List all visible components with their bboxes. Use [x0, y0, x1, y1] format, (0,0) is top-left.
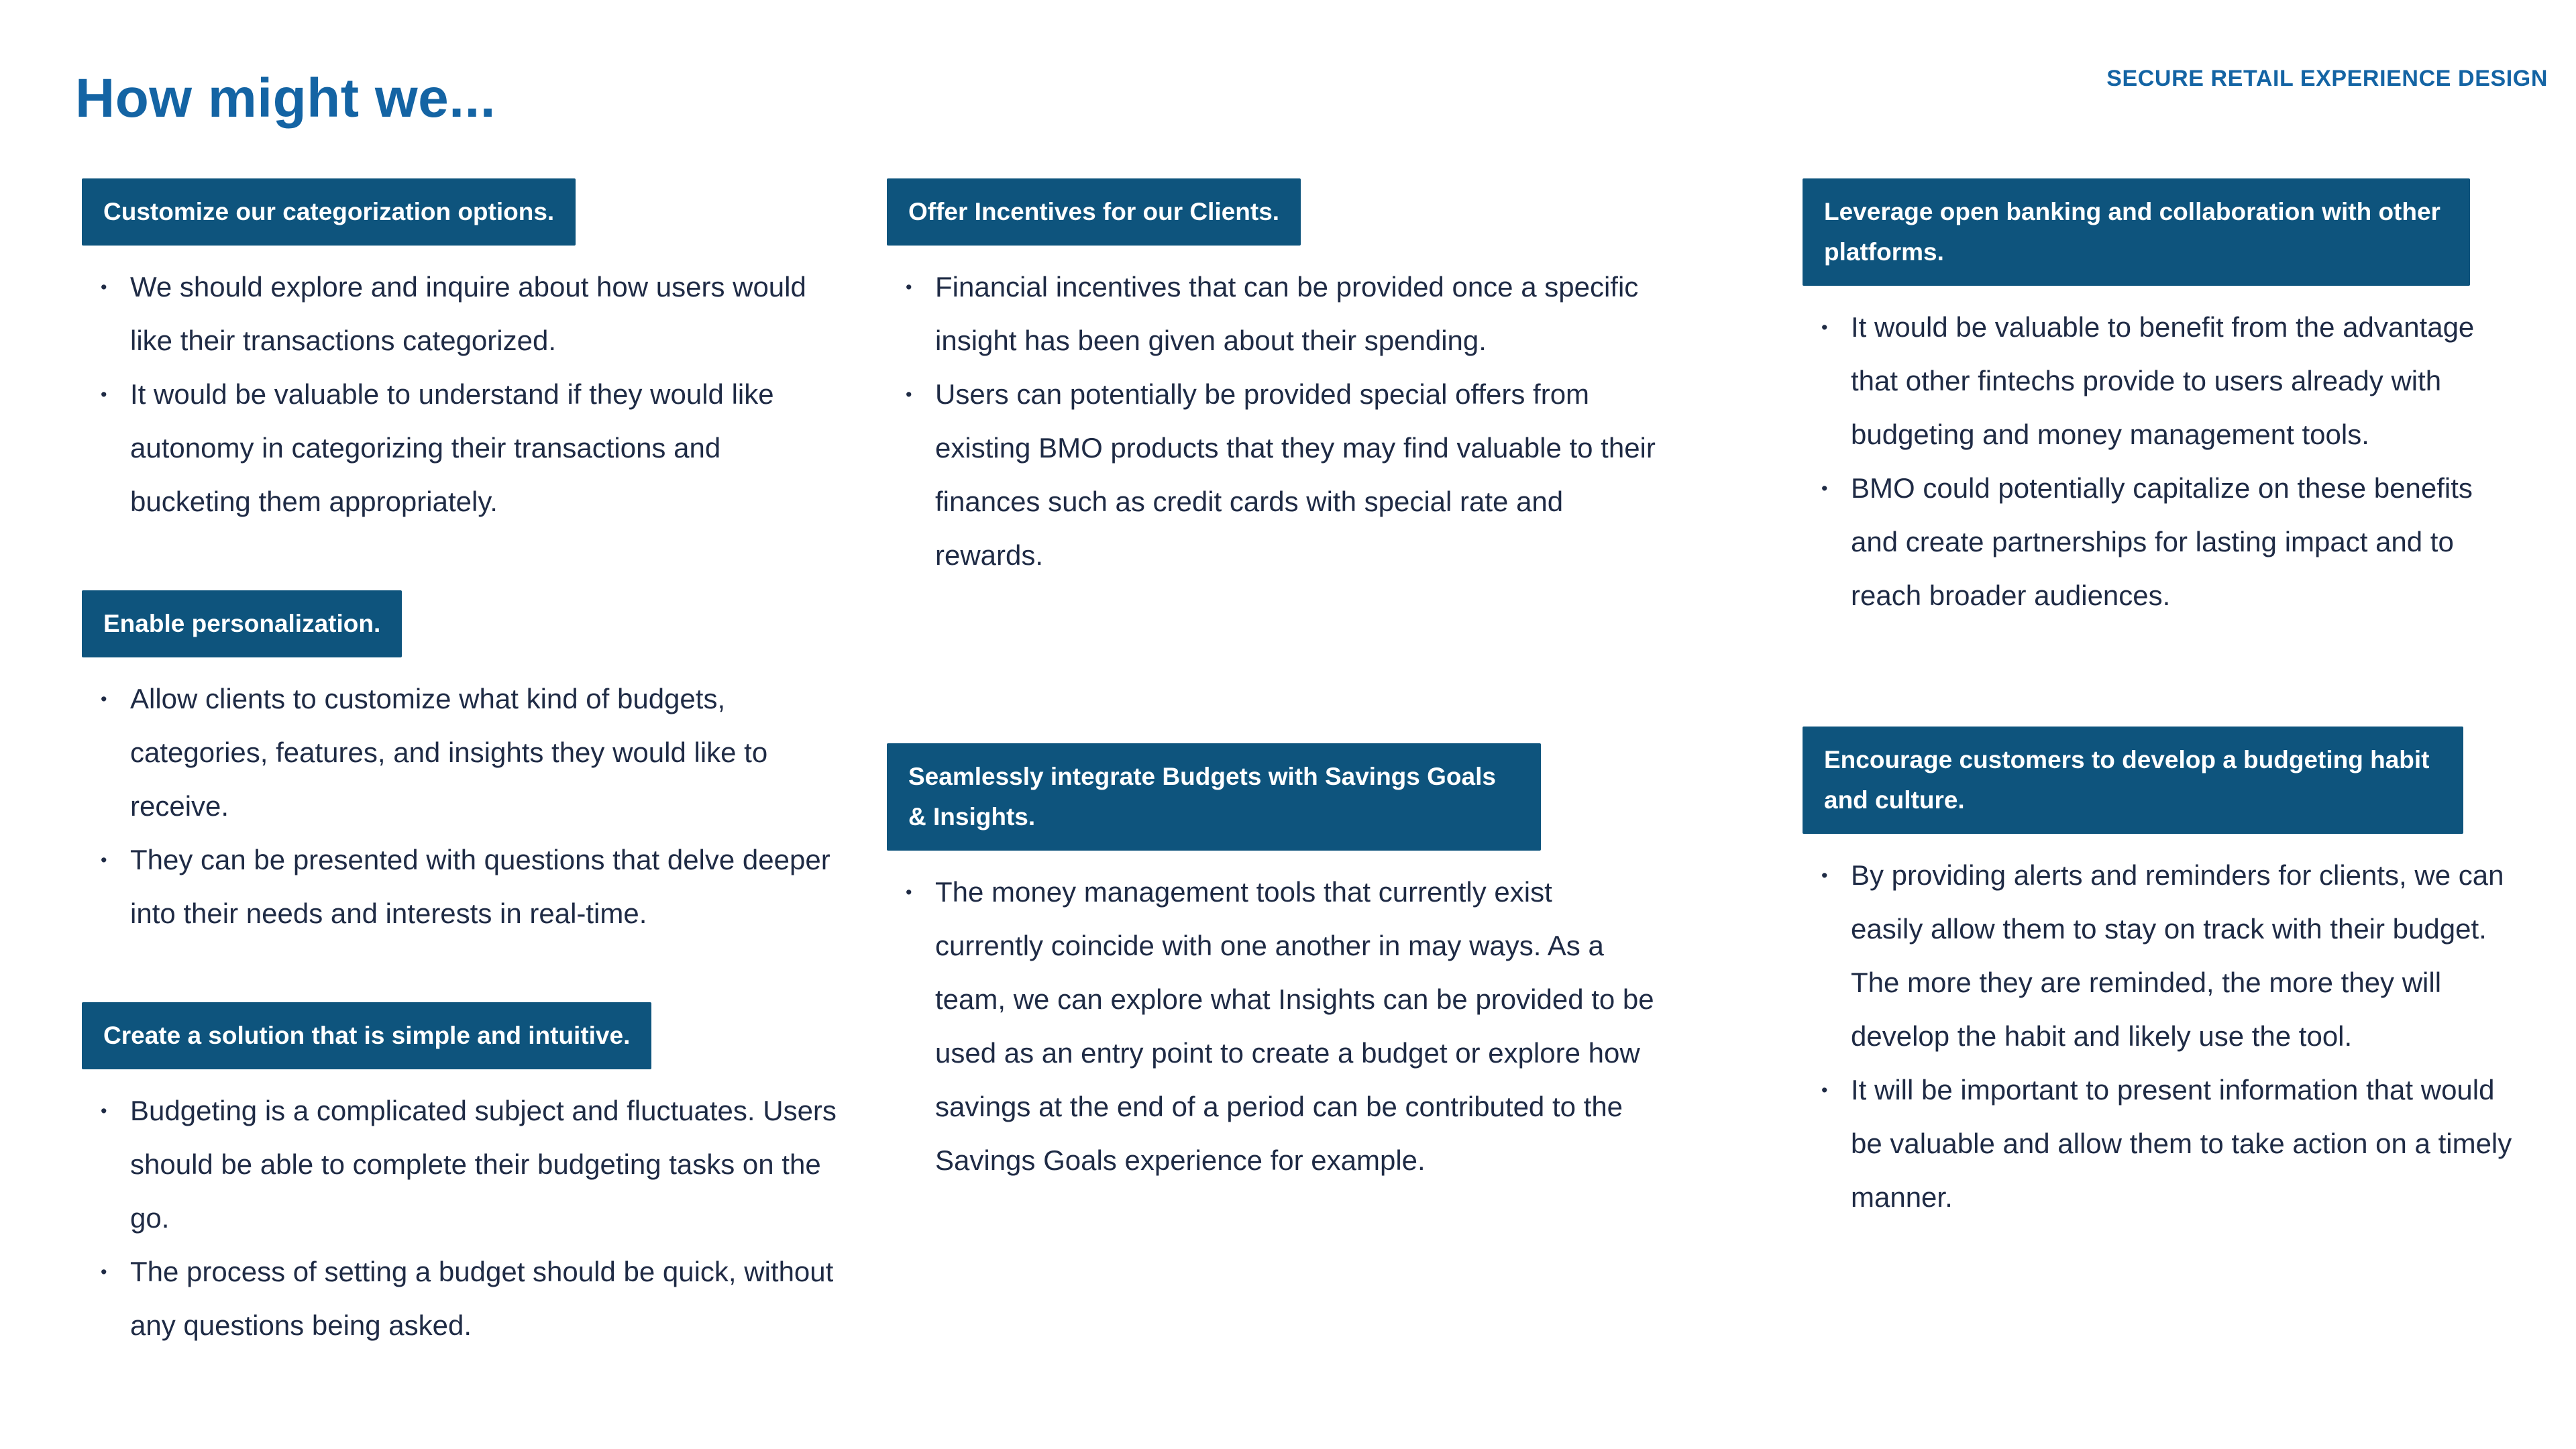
bullet-item: • Financial incentives that can be provided once a specific insight has been given about their spending.	[887, 260, 1662, 368]
hmw-badge: Customize our categorization options.	[82, 178, 576, 246]
column-1	[82, 178, 847, 1352]
hmw-badge: Create a solution that is simple and intuitive.	[82, 1002, 651, 1069]
column-3	[1803, 178, 2524, 1224]
hmw-badge: Offer Incentives for our Clients.	[887, 178, 1301, 246]
hmw-block-offer-incentives	[887, 178, 1662, 582]
bullet-list	[887, 865, 1662, 1187]
bullet-list	[887, 260, 1662, 582]
bullet-item: • BMO could potentially capitalize on these benefits and create partnerships for lasting impact and to reach broader audiences.	[1803, 462, 2524, 623]
bullet-item: • It would be valuable to understand if they would like autonomy in categorizing their transactions and bucketing them appropriately.	[82, 368, 847, 529]
bullet-item: • The process of setting a budget should be quick, without any questions being asked.	[82, 1245, 847, 1352]
hmw-block-enable-personalization	[82, 590, 847, 941]
slide-header	[0, 0, 2576, 130]
hmw-badge: Leverage open banking and collaboration with other platforms.	[1803, 178, 2470, 286]
page-title: How might we...	[75, 68, 496, 129]
hmw-block-simple-intuitive	[82, 1002, 847, 1352]
bullet-item: • The money management tools that currently exist currently coincide with one another in may ways. As a team, we can explore what Insights can be provided to be used as an entry point to create a budget or explore how savings at the end of a period can be contributed to the Savings Goals experience for example.	[887, 865, 1662, 1187]
column-2	[887, 178, 1662, 1187]
bullet-item: • Users can potentially be provided special offers from existing BMO products that they may find valuable to their finances such as credit cards with special rate and rewards.	[887, 368, 1662, 582]
hmw-badge: Enable personalization.	[82, 590, 402, 657]
bullet-item: • It will be important to present information that would be valuable and allow them to take action on a timely manner.	[1803, 1063, 2524, 1224]
bullet-item: • Budgeting is a complicated subject and fluctuates. Users should be able to complete their budgeting tasks on the go.	[82, 1084, 847, 1245]
hmw-badge: Seamlessly integrate Budgets with Savings Goals & Insights.	[887, 743, 1541, 851]
hmw-block-open-banking	[1803, 178, 2524, 623]
corner-label: SECURE RETAIL EXPERIENCE DESIGN	[2106, 66, 2548, 91]
bullet-item: • It would be valuable to benefit from the advantage that other fintechs provide to users already with budgeting and money management tools.	[1803, 301, 2524, 462]
bullet-list	[82, 672, 847, 941]
bullet-list	[82, 1084, 847, 1352]
bullet-item: • By providing alerts and reminders for clients, we can easily allow them to stay on track with their budget. The more they are reminded, the more they will develop the habit and likely use the tool.	[1803, 849, 2524, 1063]
hmw-block-integrate-budgets	[887, 743, 1662, 1187]
columns-container	[0, 178, 2576, 1352]
bullet-item: • We should explore and inquire about how users would like their transactions categorized.	[82, 260, 847, 368]
bullet-list	[1803, 849, 2524, 1224]
bullet-item: • Allow clients to customize what kind of budgets, categories, features, and insights they would like to receive.	[82, 672, 847, 833]
bullet-item: • They can be presented with questions that delve deeper into their needs and interests in real-time.	[82, 833, 847, 941]
hmw-badge: Encourage customers to develop a budgeting habit and culture.	[1803, 727, 2463, 834]
bullet-list	[1803, 301, 2524, 623]
hmw-block-customize-categorization	[82, 178, 847, 529]
hmw-block-budgeting-habit	[1803, 727, 2524, 1224]
bullet-list	[82, 260, 847, 529]
